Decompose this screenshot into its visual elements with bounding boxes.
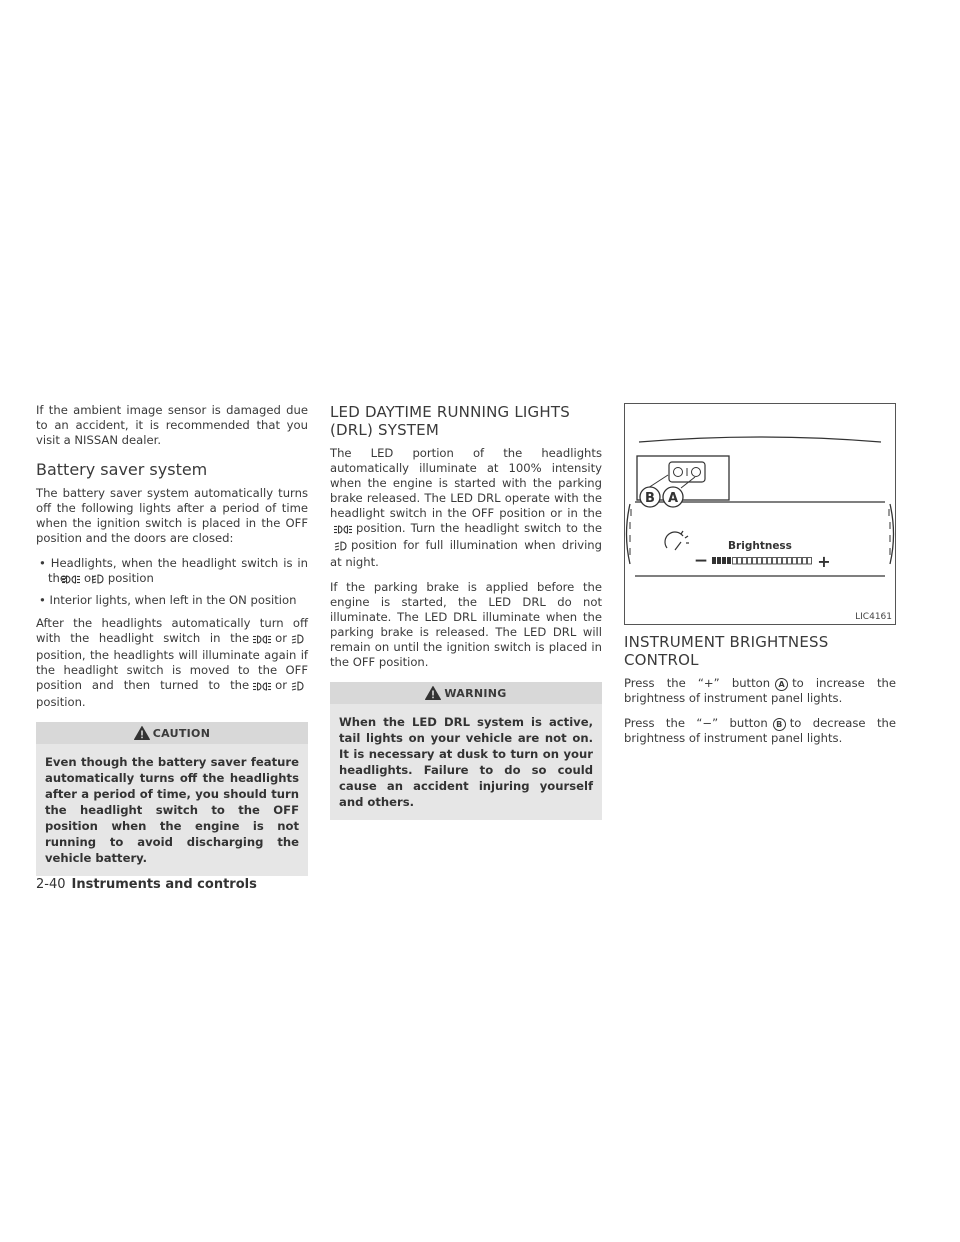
- brightness-plus-paragraph: [624, 676, 896, 706]
- bullet-text: position: [107, 571, 154, 585]
- parking-light-icon: [71, 573, 80, 588]
- section-name: Instruments and controls: [71, 877, 257, 892]
- figure-id: LIC4161: [855, 612, 892, 622]
- page-number: 2-40: [36, 877, 66, 892]
- headlight-icon: [334, 540, 347, 555]
- intro-paragraph: If the ambient image sensor is damaged due to an accident, it is recommended that you visit a NISSAN dealer.: [36, 403, 308, 447]
- warning-text: When the LED DRL system is active, tail lights on your vehicle are not on. It is necessary at dusk to turn on your headlights. Failure to do so could cause an accident injuring yourself and others.: [339, 715, 593, 809]
- warning-label: WARNING: [444, 686, 507, 700]
- text-run: position.: [36, 695, 86, 709]
- brightness-bar: [712, 557, 812, 564]
- brightness-minus-paragraph: [624, 716, 896, 746]
- battery-saver-list: [36, 556, 308, 608]
- figure-brightness-label: Brightness: [728, 540, 792, 552]
- parking-light-icon: [334, 523, 352, 538]
- figure-plus: +: [817, 552, 831, 571]
- brightness-figure: [624, 403, 896, 625]
- text-run: After the headlights automatically turn off with the headlight switch in the: [36, 616, 308, 645]
- text-run: to increase the brightness of instrument panel lights.: [624, 676, 897, 705]
- parking-light-icon: [253, 680, 271, 695]
- caution-header: [36, 722, 308, 744]
- text-run: or: [275, 678, 287, 692]
- text-run: Press the “+” button: [624, 676, 771, 690]
- headlight-icon: [100, 573, 104, 588]
- text-run: to decrease the brightness of instrument panel lights.: [624, 716, 897, 745]
- figure-label-b: B: [645, 491, 655, 506]
- text-run: Press the “−” button: [624, 716, 768, 730]
- text-run: position. Turn the headlight switch to the: [356, 521, 602, 535]
- bullet-text: Interior lights, when left in the ON position: [49, 593, 297, 607]
- column-right: [624, 403, 896, 756]
- drl-paragraph: [330, 446, 602, 570]
- battery-saver-paragraph: The battery saver system automatically turns off the following lights after a period of time when the ignition switch is placed in the OFF position and the doors are closed:: [36, 486, 308, 545]
- text-run: position for full illumination when driving at night.: [330, 538, 602, 569]
- drl-heading: LED DAYTIME RUNNING LIGHTS (DRL) SYSTEM: [330, 403, 570, 439]
- list-item: • Headlights, when the headlight switch is in the or position: [36, 556, 308, 588]
- text-run: The LED portion of the headlights automatically illuminate at 100% intensity when the engine is started with the parking brake released. The LED DRL operate with the headlight switch in the OFF position or in the: [330, 446, 602, 520]
- callout-b: B: [773, 718, 786, 731]
- column-left: [36, 403, 308, 876]
- bullet-text: Headlights, when the headlight switch is in the: [48, 556, 308, 585]
- battery-saver-paragraph-2: [36, 616, 308, 710]
- warning-box: [330, 682, 602, 820]
- callout-a: A: [775, 678, 788, 691]
- warning-header: [330, 682, 602, 704]
- caution-label: CAUTION: [152, 726, 211, 740]
- text-run: position, the headlights will illuminate again if the headlight switch is moved to the OFF position and then turned to the: [36, 648, 308, 692]
- caution-box: [36, 722, 308, 876]
- caution-text: Even though the battery saver feature automatically turns off the headlights after a period of time, you should turn the headlight switch to the OFF position when the engine is not running to avoid discharging the vehicle battery.: [45, 755, 299, 865]
- headlight-icon: [291, 680, 304, 695]
- list-item: • Interior lights, when left in the ON position: [39, 593, 297, 607]
- parking-light-icon: [253, 633, 271, 648]
- battery-saver-heading: Battery saver system: [36, 460, 208, 479]
- brightness-heading: INSTRUMENT BRIGHTNESS CONTROL: [624, 633, 829, 669]
- headlight-icon: [291, 633, 304, 648]
- figure-label-a: A: [667, 491, 679, 506]
- drl-paragraph-2: If the parking brake is applied before the engine is started, the LED DRL do not illuminate. The LED DRL illuminate when the parking brake is released. The LED DRL will remain on until the ignition switch is placed in the OFF position.: [330, 580, 602, 669]
- warning-triangle-icon: [425, 686, 441, 700]
- text-run: or: [275, 631, 287, 645]
- column-middle: [330, 403, 602, 820]
- brightness-gauge-icon: [665, 531, 689, 550]
- warning-triangle-icon: [134, 726, 150, 740]
- instrument-panel-illustration: [625, 404, 895, 624]
- figure-minus: −: [693, 551, 709, 571]
- bullet-or: or: [84, 571, 96, 585]
- page-footer: [36, 877, 257, 892]
